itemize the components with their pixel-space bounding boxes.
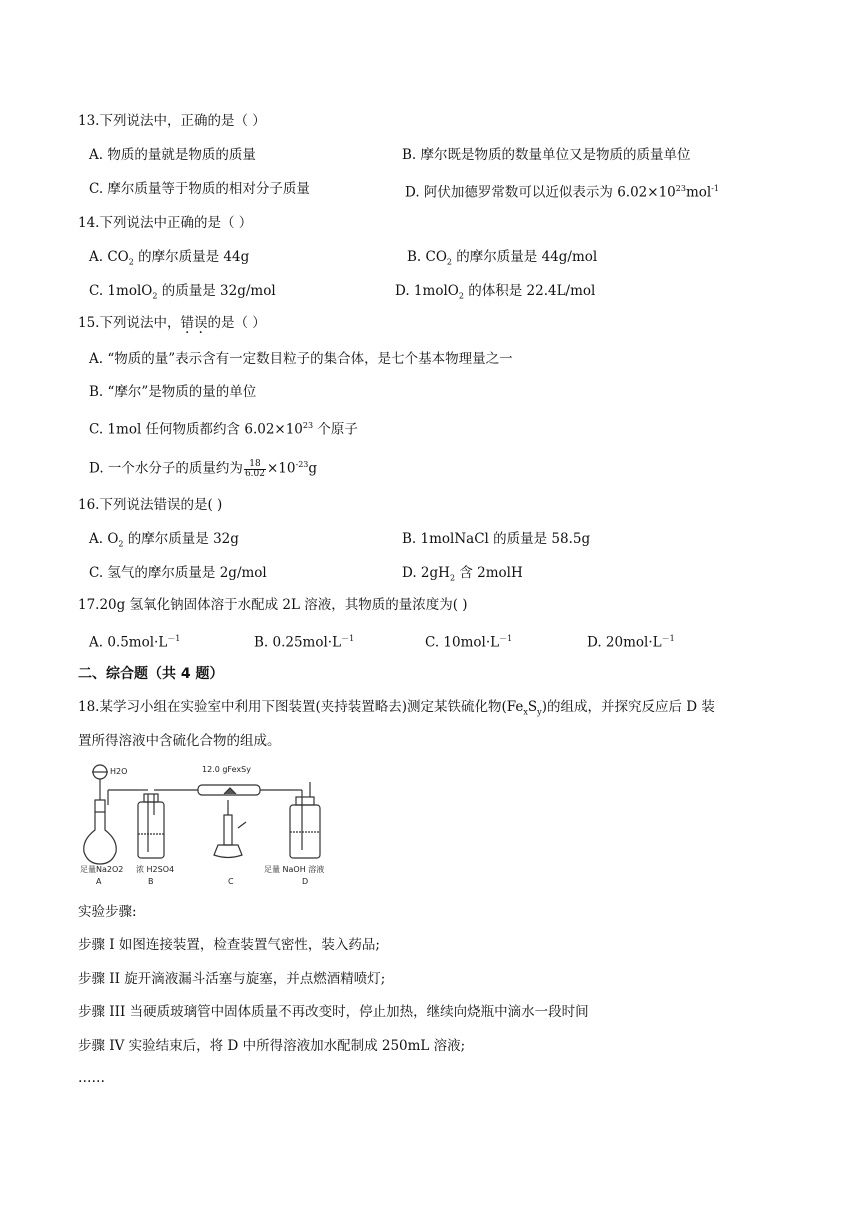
label-h2so4: 浓 H2SO4: [136, 865, 175, 874]
q16-option-a: A. $O_2$ 的摩尔质量是 32g: [89, 531, 239, 549]
q17-option-b: B. $0.25mol\cdot L^{-1}$: [254, 634, 355, 651]
label-d: D: [302, 877, 309, 886]
q18-stem-line1: 18.某学习小组在实验室中利用下图装置(夹持装置略去)测定某铁硫化物$(Fe_xS_y)$的组成，并探究反应后 D 装: [78, 699, 715, 717]
step-2: 步骤 II 旋开滴液漏斗活塞与旋塞，并点燃酒精喷灯;: [78, 971, 386, 987]
q13-option-b: B. 摩尔既是物质的数量单位又是物质的质量单位: [402, 147, 691, 163]
q13-stem: 13.下列说法中，正确的是（ ）: [78, 113, 266, 129]
section-heading: 二、综合题（共 4 题）: [78, 666, 224, 682]
q13-option-c: C. 摩尔质量等于物质的相对分子质量: [89, 181, 310, 197]
label-h2o: H2O: [110, 767, 128, 776]
q14-option-c: C. 1molO$_2$ 的质量是 32g/mol: [89, 283, 276, 301]
label-b: B: [148, 877, 154, 886]
fraction: $\frac{18}{6.02}$: [244, 458, 265, 479]
q17-stem: 17.20g 氢氧化钠固体溶于水配成 2L 溶液，其物质的量浓度为( ): [78, 597, 468, 613]
label-a: A: [96, 877, 102, 886]
q15-option-c: C. 1mol 任何物质都约含 $6.02\times 10^{23}$ 个原子: [89, 421, 358, 438]
label-na2o2: 足量Na2O2: [80, 865, 124, 874]
q16-option-b: B. 1molNaCl 的质量是 58.5g: [402, 531, 591, 547]
q17-option-c: C. $10mol\cdot L^{-1}$: [425, 634, 513, 651]
q13-option-a: A. 物质的量就是物质的质量: [89, 147, 256, 163]
q18-stem-line2: 置所得溶液中含硫化合物的组成。: [78, 733, 281, 749]
label-naoh: 足量 NaOH 溶液: [264, 865, 325, 874]
q15-option-b: B. “摩尔”是物质的量的单位: [89, 384, 257, 400]
step-1: 步骤 I 如图连接装置，检查装置气密性，装入药品;: [78, 937, 380, 953]
steps-title: 实验步骤:: [78, 904, 137, 920]
q17-option-d: D. $20mol\cdot L^{-1}$: [587, 634, 675, 651]
q15-option-d: D. 一个水分子的质量约为 $\frac{18}{6.02}$ $\times 10^{-23}g$: [89, 458, 318, 479]
q14-stem: 14.下列说法中正确的是（ ）: [78, 215, 253, 231]
q17-option-a: A. $0.5mol\cdot L^{-1}$: [89, 634, 181, 651]
label-c: C: [228, 877, 234, 886]
q15-stem: 15.下列说法中，错误的是（ ）: [78, 315, 266, 331]
q16-option-c: C. 氢气的摩尔质量是 2g/mol: [89, 565, 267, 581]
step-ellipsis: ……: [78, 1070, 105, 1086]
apparatus-figure: [78, 760, 340, 888]
q14-option-d: D. 1molO$_2$ 的体积是 22.4L/mol: [395, 283, 596, 301]
q16-stem: 16.下列说法错误的是( ): [78, 497, 223, 513]
q14-option-a: A. $CO_2$ 的摩尔质量是 44g: [89, 249, 250, 267]
label-sample: 12.0 gFexSy: [202, 765, 251, 774]
step-3: 步骤 III 当硬质玻璃管中固体质量不再改变时，停止加热，继续向烧瓶中滴水一段时间: [78, 1004, 589, 1020]
step-4: 步骤 IV 实验结束后，将 D 中所得溶液加水配制成 250mL 溶液;: [78, 1038, 466, 1054]
q14-option-b: B. $CO_2$ 的摩尔质量是 44g/mol: [407, 249, 598, 267]
q15-option-a: A. “物质的量”表示含有一定数目粒子的集合体，是七个基本物理量之一: [89, 351, 513, 367]
q16-option-d: D. $2gH_2$ 含 2molH: [402, 565, 523, 583]
q13-option-d: D. 阿伏加德罗常数可以近似表示为 $6.02\times 10^{23}mol^{-1}$: [405, 184, 719, 201]
